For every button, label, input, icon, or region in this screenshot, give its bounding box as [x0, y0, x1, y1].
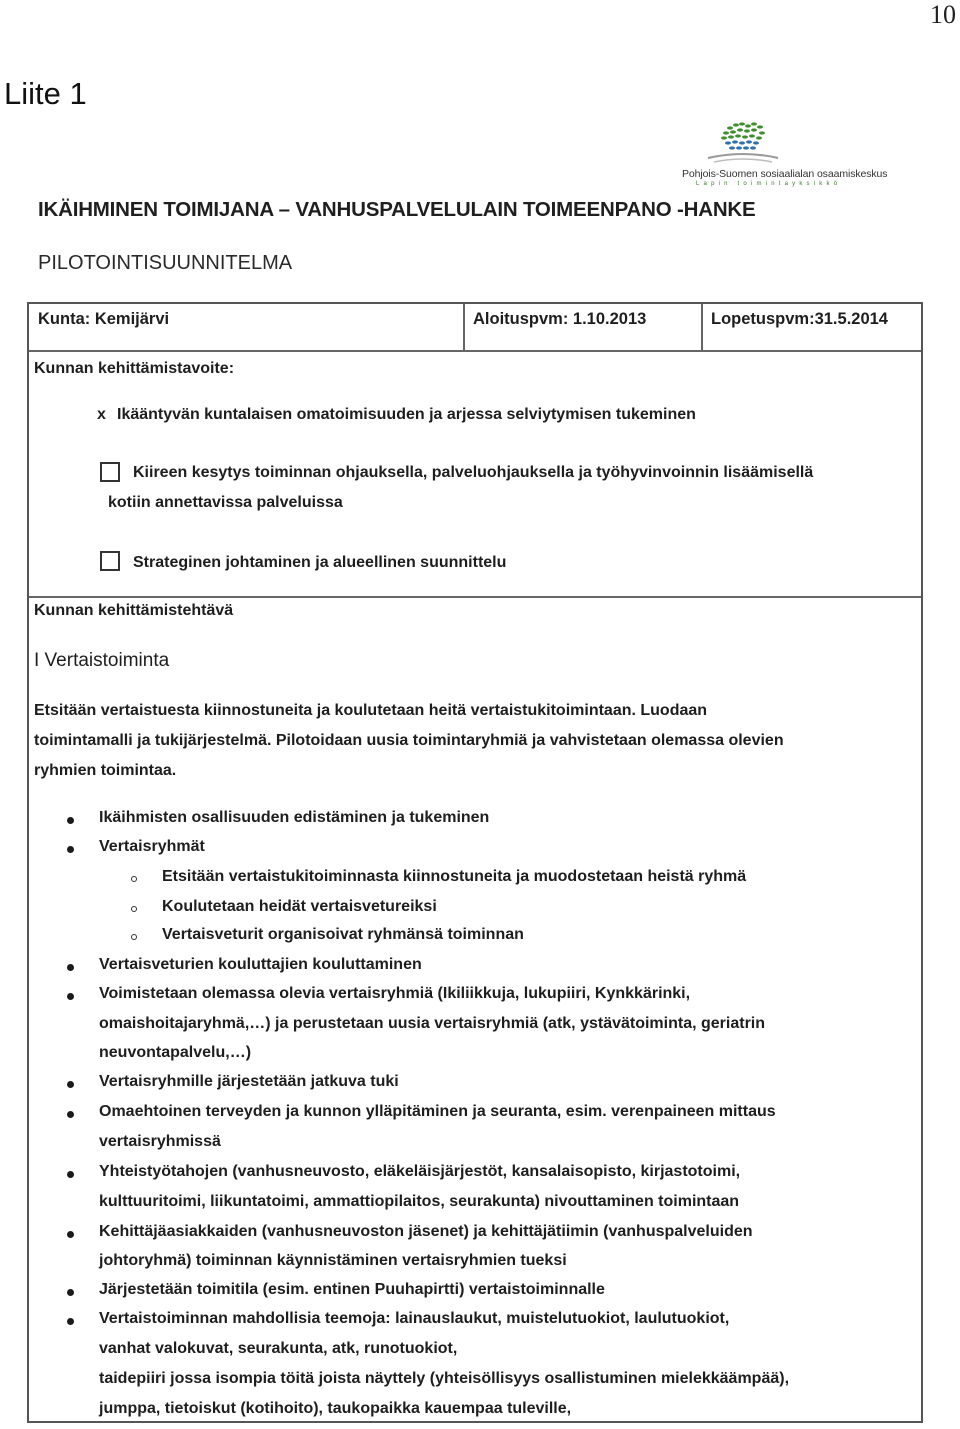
- bullet-dot: [67, 964, 74, 971]
- bullet-dot: [67, 1171, 74, 1178]
- appendix-label: Liite 1: [4, 76, 87, 111]
- task-heading: Kunnan kehittämistehtävä: [34, 602, 234, 619]
- list-item: Järjestetään toimitila (esim. entinen Puuhapirtti) vertaistoiminnalle: [99, 1281, 605, 1298]
- goals-heading: Kunnan kehittämistavoite:: [34, 360, 235, 377]
- list-item: Vertaistoiminnan mahdollisia teemoja: lainauslaukut, muistelutuokiot, laulutuokiot,: [99, 1310, 730, 1327]
- goal-checkbox-2[interactable]: [100, 462, 120, 482]
- list-item: Yhteistyötahojen (vanhusneuvosto, eläkeläisjärjestöt, kansalaisopisto, kirjastotoimi,: [99, 1163, 741, 1180]
- list-item: Vertaisryhmille järjestetään jatkuva tuki: [99, 1073, 399, 1090]
- list-item: Ikäihmisten osallisuuden edistäminen ja tukeminen: [99, 809, 490, 826]
- logo-org-name: Pohjois-Suomen sosiaalialan osaamiskeskus: [682, 168, 888, 180]
- column-divider: [701, 304, 703, 352]
- sub-list-item: Koulutetaan heidät vertaisvetureiksi: [162, 898, 437, 915]
- row-divider: [29, 596, 921, 598]
- sub-bullet-circle: [131, 876, 137, 882]
- bullet-dot: [67, 1111, 74, 1118]
- list-item-continuation: jumppa, tietoiskut (kotihoito), taukopaikka kauempaa tuleville,: [99, 1400, 572, 1417]
- list-item: Vertaisryhmät: [99, 838, 205, 855]
- goal-option-2-line-1: Kiireen kesytys toiminnan ohjauksella, palveluohjauksella ja työhyvinvoinnin lisäämisellä: [133, 464, 814, 481]
- municipality-field: Kunta: Kemijärvi: [38, 310, 170, 328]
- list-item-continuation: kulttuuritoimi, liikuntatoimi, ammattiopilaitos, seurakunta) nivouttaminen toimintaan: [99, 1193, 740, 1210]
- sub-bullet-circle: [131, 906, 137, 912]
- task-intro-line-1: Etsitään vertaistuesta kiinnostuneita ja koulutetaan heitä vertaistukitoimintaan. Luodaan: [34, 702, 708, 719]
- column-divider: [463, 304, 465, 352]
- end-date-field: Lopetuspvm:31.5.2014: [711, 310, 888, 328]
- task-intro-line-2: toimintamalli ja tukijärjestelmä. Pilotoidaan uusia toimintaryhmiä ja vahvistetaan olemassa olevien: [34, 732, 784, 749]
- row-divider: [29, 350, 921, 352]
- bullet-dot: [67, 993, 74, 1000]
- list-item-continuation: vanhat valokuvat, seurakunta, atk, runotuokiot,: [99, 1340, 458, 1357]
- list-item-continuation: taidepiiri jossa isompia töitä joista näyttely (yhteisöllisyys osallistuminen mielekkäämpää),: [99, 1370, 790, 1387]
- bullet-dot: [67, 817, 74, 824]
- tree-logo-icon: [678, 116, 898, 168]
- goal-option-2-line-2: kotiin annettavissa palveluissa: [108, 494, 343, 511]
- sub-bullet-circle: [131, 934, 137, 940]
- task-intro-line-3: ryhmien toimintaa.: [34, 762, 177, 779]
- goal-option-3: Strateginen johtaminen ja alueellinen suunnittelu: [133, 554, 507, 571]
- plan-form-table: [27, 302, 923, 1423]
- bullet-dot: [67, 1231, 74, 1238]
- page-number: 10: [930, 0, 956, 29]
- document-subtitle: PILOTOINTISUUNNITELMA: [38, 252, 293, 274]
- goal-marker-x: x: [97, 406, 106, 423]
- list-item-continuation: vertaisryhmissä: [99, 1133, 221, 1150]
- task-section-title: I Vertaistoiminta: [34, 650, 170, 671]
- sub-list-item: Etsitään vertaistukitoiminnasta kiinnostuneita ja muodostetaan heistä ryhmä: [162, 868, 747, 885]
- list-item: Vertaisveturien kouluttajien kouluttaminen: [99, 956, 422, 973]
- document-title: IKÄIHMINEN TOIMIJANA – VANHUSPALVELULAIN TOIMEENPANO -HANKE: [38, 198, 756, 221]
- list-item: Voimistetaan olemassa olevia vertaisryhmiä (Ikiliikkuja, lukupiiri, Kynkkärinki,: [99, 985, 691, 1002]
- list-item-continuation: omaishoitajaryhmä,…) ja perustetaan uusia vertaisryhmiä (atk, ystävätoiminta, geriatrin: [99, 1015, 766, 1032]
- bullet-dot: [67, 846, 74, 853]
- bullet-dot: [67, 1318, 74, 1325]
- goal-option-1: Ikääntyvän kuntalaisen omatoimisuuden ja arjessa selviytymisen tukeminen: [117, 406, 696, 423]
- bullet-dot: [67, 1081, 74, 1088]
- logo-unit-name: Lapin toimintayksikkö: [696, 181, 842, 187]
- sub-list-item: Vertaisveturit organisoivat ryhmänsä toiminnan: [162, 926, 524, 943]
- organization-logo: [678, 116, 898, 194]
- list-item-continuation: neuvontapalvelu,…): [99, 1044, 252, 1061]
- list-item: Kehittäjäasiakkaiden (vanhusneuvoston jäsenet) ja kehittäjätiimin (vanhuspalveluiden: [99, 1223, 753, 1240]
- bullet-dot: [67, 1289, 74, 1296]
- list-item-continuation: johtoryhmä) toiminnan käynnistäminen vertaisryhmien tueksi: [99, 1252, 567, 1269]
- list-item: Omaehtoinen terveyden ja kunnon ylläpitäminen ja seuranta, esim. verenpaineen mittaus: [99, 1103, 776, 1120]
- goal-checkbox-3[interactable]: [100, 551, 120, 571]
- start-date-field: Aloituspvm: 1.10.2013: [473, 310, 647, 328]
